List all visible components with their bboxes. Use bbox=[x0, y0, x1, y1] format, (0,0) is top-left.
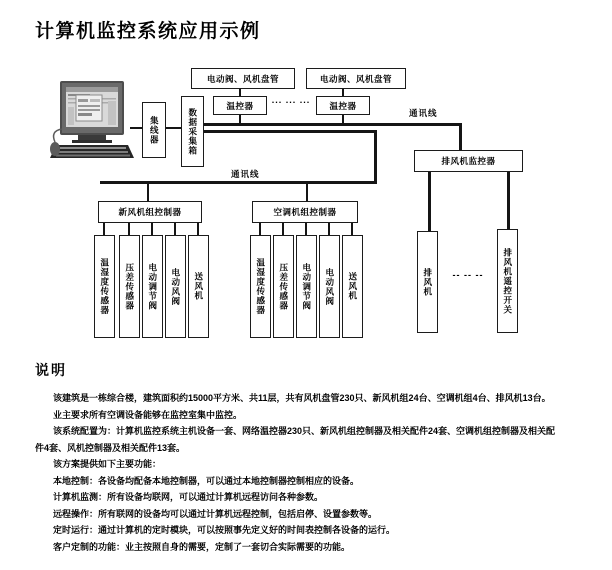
connector-line bbox=[239, 89, 241, 96]
connector-line bbox=[282, 223, 284, 235]
exhaust-fan-switch-box: 排风机遥控开关 bbox=[497, 229, 518, 333]
device-box: 电动调节阀 bbox=[142, 235, 163, 338]
bus-line bbox=[204, 123, 462, 126]
page-title: 计算机监控系统应用示例 bbox=[35, 21, 261, 42]
bus-line bbox=[204, 130, 377, 133]
device-box: 压差传感器 bbox=[119, 235, 140, 338]
data-acquisition-box: 数据采集箱 bbox=[181, 96, 204, 167]
connector-line bbox=[128, 223, 130, 235]
connector-line bbox=[166, 127, 181, 129]
device-box: 电动风阀 bbox=[165, 235, 186, 338]
fan-coil-box-2: 电动阀、风机盘管 bbox=[306, 68, 406, 89]
bus-line bbox=[459, 123, 462, 152]
connector-line bbox=[130, 127, 142, 129]
computer-workstation-icon bbox=[48, 79, 136, 161]
exhaust-fan-box: 排风机 bbox=[417, 231, 438, 333]
note-line: 定时运行：通过计算机的定时模块，可以按照事先定义好的时间表控制各设备的运行。 bbox=[53, 525, 396, 535]
note-line: 该建筑是一栋综合楼，建筑面积约15000平方米、共11层，共有风机盘管230只、新风机组24台、空调机组4台、排风机13台。 bbox=[53, 393, 551, 403]
ellipsis-exhaust: -- -- -- bbox=[452, 270, 484, 280]
note-line: 件4套、风机控制器及相关配件13套。 bbox=[35, 442, 186, 453]
connector-line bbox=[351, 223, 353, 235]
note-line: 本地控制：各设备均配备本地控制器，可以通过本地控制器控制相应的设备。 bbox=[53, 475, 360, 486]
hub-box: 集线器 bbox=[142, 102, 166, 158]
connector-line bbox=[342, 89, 344, 96]
connector-line bbox=[428, 172, 431, 231]
notes-heading: 说明 bbox=[35, 362, 67, 378]
ellipsis-top: ... ... ... bbox=[271, 95, 311, 105]
connector-line bbox=[147, 184, 149, 201]
note-line: 业主要求所有空调设备能够在监控室集中监控。 bbox=[53, 409, 243, 420]
thermostat-box-1: 温控器 bbox=[213, 96, 267, 115]
connector-line bbox=[103, 223, 105, 235]
note-line: 远程操作：所有联网的设备均可以通过计算机远程控制，包括启停、设置参数等。 bbox=[53, 508, 378, 519]
connector-line bbox=[151, 223, 153, 235]
fresh-air-unit-controller-box: 新风机组控制器 bbox=[98, 201, 202, 223]
device-box: 送风机 bbox=[342, 235, 363, 338]
fan-coil-box-1: 电动阀、风机盘管 bbox=[191, 68, 295, 89]
bus-line bbox=[100, 181, 377, 184]
connector-line bbox=[259, 223, 261, 235]
device-box: 温湿度传感器 bbox=[94, 235, 115, 338]
mouse-icon bbox=[50, 142, 60, 156]
device-box: 送风机 bbox=[188, 235, 209, 338]
device-box: 电动风阀 bbox=[319, 235, 340, 338]
device-box: 压差传感器 bbox=[273, 235, 294, 338]
note-line: 该方案提供如下主要功能： bbox=[53, 459, 162, 469]
note-line: 计算机监测：所有设备均联网，可以通过计算机远程访问各种参数。 bbox=[53, 492, 324, 502]
connector-line bbox=[197, 223, 199, 235]
connector-line bbox=[306, 184, 308, 201]
bus-line bbox=[374, 130, 377, 183]
comm-line-bottom-label: 通讯线 bbox=[231, 169, 260, 179]
connector-line bbox=[328, 223, 330, 235]
note-line: 该系统配置为：计算机监控系统主机设备一套、网络温控器230只、新风机组控制器及相关配件24套、空调机组控制器及相关配 bbox=[53, 426, 556, 436]
thermostat-box-2: 温控器 bbox=[316, 96, 370, 115]
notes-body bbox=[35, 390, 610, 555]
ahu-controller-box: 空调机组控制器 bbox=[252, 201, 358, 223]
comm-line-top-label: 通讯线 bbox=[409, 108, 438, 118]
connector-line bbox=[507, 172, 510, 229]
device-box: 温湿度传感器 bbox=[250, 235, 271, 338]
note-line: 客户定制的功能：业主按照自身的需要，定制了一套切合实际需要的功能。 bbox=[53, 541, 351, 552]
connector-line bbox=[305, 223, 307, 235]
device-box: 电动调节阀 bbox=[296, 235, 317, 338]
exhaust-fan-monitor-box: 排风机监控器 bbox=[414, 150, 523, 172]
connector-line bbox=[174, 223, 176, 235]
